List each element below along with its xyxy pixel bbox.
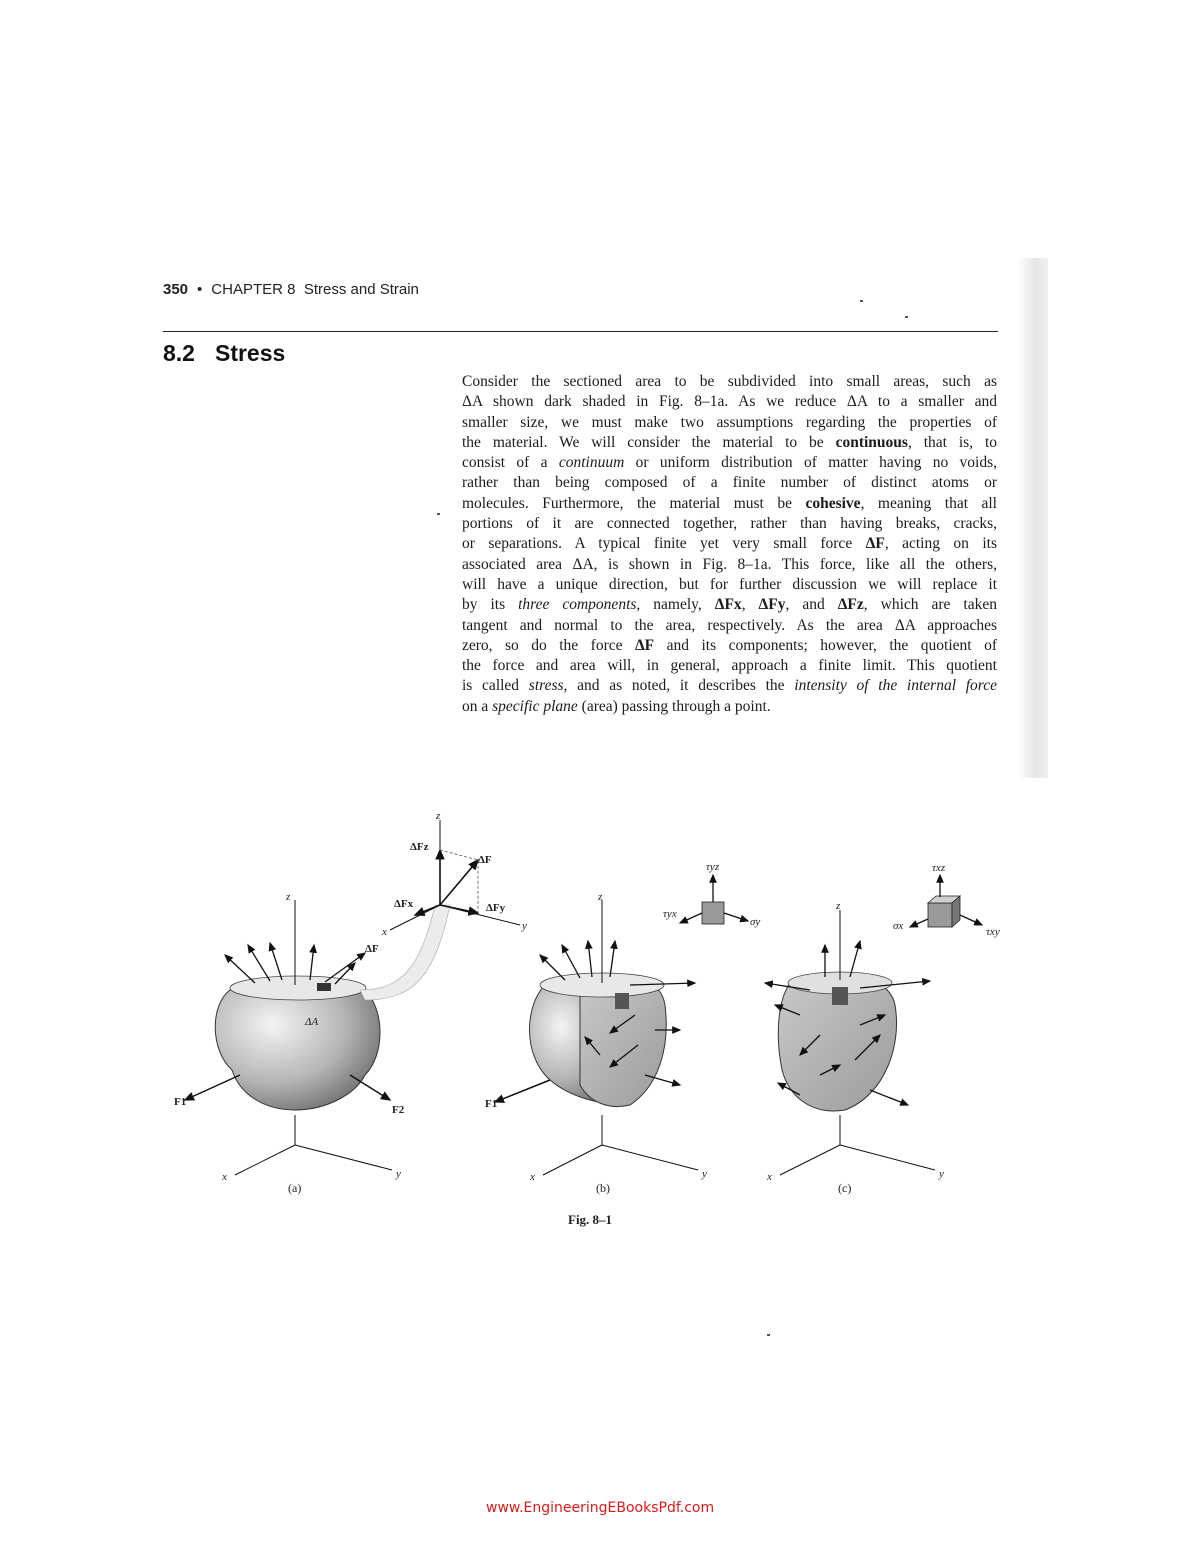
text-line: the force and area will, in general, approach a finite limit. This quotient	[462, 657, 997, 675]
scan-speck	[860, 300, 863, 302]
label-inset-x: x	[382, 926, 387, 938]
delta-a-patch	[317, 983, 331, 991]
text-line: consist of a continuum or uniform distribution of matter having no voids,	[462, 454, 997, 472]
section-number: 8.2	[163, 340, 195, 366]
italic-term: three components	[518, 596, 637, 614]
text-line: rather than being composed of a finite number of distinct atoms or	[462, 474, 997, 492]
origin-x-b	[543, 1145, 602, 1175]
bold-term: continuous	[835, 433, 908, 451]
figure-8-1	[160, 805, 1040, 1205]
origin-label-x-b: x	[530, 1171, 535, 1183]
label-tau-yz: τyz	[706, 861, 720, 873]
header-rule	[163, 331, 998, 332]
text-line: will have a unique direction, but for further discussion we will replace it	[462, 575, 997, 593]
italic-term: continuum	[558, 454, 625, 472]
label-tau-xz: τxz	[932, 862, 946, 874]
page-number: 350	[163, 281, 189, 298]
text-line: associated area ΔA, is shown in Fig. 8–1a. This force, like all the others,	[462, 555, 997, 573]
label-dfy: ΔFy	[486, 902, 506, 914]
element-c	[832, 987, 848, 1005]
label-tau-yx: τyx	[663, 908, 677, 920]
stress-element-b	[680, 875, 748, 924]
scan-speck	[437, 513, 440, 515]
chapter-title: Stress and Strain	[303, 281, 419, 298]
origin-label-y-a: y	[396, 1168, 401, 1180]
label-dfz: ΔFz	[410, 841, 429, 853]
label-inset-y: y	[522, 920, 527, 932]
bold-term: ΔFy	[758, 596, 786, 614]
origin-x-a	[235, 1145, 295, 1175]
text-line: tangent and normal to the area, respectively. As the area ΔA approaches	[462, 616, 997, 634]
origin-x-c	[780, 1145, 840, 1175]
text-line: on a specific plane (area) passing through a point.	[462, 697, 771, 715]
force-f1-a-arrow	[185, 1075, 240, 1100]
label-tau-xy: τxy	[986, 926, 1000, 938]
label-inset-z: z	[436, 810, 441, 822]
italic-term: stress	[528, 677, 564, 695]
label-f1-b: F1	[485, 1098, 498, 1110]
bold-term: cohesive	[805, 494, 861, 512]
origin-label-y-b: y	[702, 1168, 707, 1180]
watermark: www.EngineeringEBooksPdf.com	[486, 1500, 715, 1516]
origin-label-x-c: x	[767, 1171, 772, 1183]
panel-label-b: (b)	[596, 1181, 610, 1195]
label-df-inset: ΔF	[478, 854, 492, 866]
italic-term: specific plane	[492, 697, 578, 715]
force-f1-b-arrow	[495, 1080, 550, 1102]
label-sigma-y: σy	[750, 916, 761, 928]
text-line: portions of it are connected together, rather than having breaks, cracks,	[462, 515, 997, 533]
origin-label-x-a: x	[222, 1171, 227, 1183]
text-line: smaller size, we must make two assumptions regarding the properties of	[462, 413, 997, 431]
bold-term: ΔFz	[837, 596, 864, 614]
label-da-a: ΔA	[305, 1016, 319, 1028]
section-heading	[163, 340, 285, 367]
scan-speck	[767, 1334, 770, 1336]
bold-term: ΔFx	[714, 596, 742, 614]
panel-a	[174, 810, 527, 1195]
label-df-a: ΔF	[365, 943, 379, 955]
text-line: Consider the sectioned area to be subdivided into small areas, such as	[462, 373, 997, 390]
scan-edge-shadow	[1018, 258, 1048, 778]
stress-element-c	[910, 875, 982, 927]
element-b	[615, 993, 629, 1009]
label-f1-a: F1	[174, 1096, 187, 1108]
panel-label-a: (a)	[288, 1181, 302, 1195]
bold-term: ΔF	[865, 535, 885, 553]
origin-y-a	[295, 1145, 392, 1170]
label-z-a: z	[286, 891, 291, 903]
text-line: molecules. Furthermore, the material must be cohesive, meaning that all	[462, 494, 997, 512]
bold-term: ΔF	[634, 636, 655, 654]
label-z-b: z	[598, 891, 603, 903]
body-paragraph	[462, 372, 997, 717]
scan-speck	[905, 316, 908, 318]
origin-y-b	[602, 1145, 698, 1170]
section-title: Stress	[214, 340, 286, 366]
label-z-c: z	[836, 900, 841, 912]
origin-label-y-c: y	[939, 1168, 944, 1180]
chapter-label: CHAPTER 8	[211, 281, 296, 298]
panel-c	[765, 862, 1000, 1195]
label-dfx: ΔFx	[394, 898, 414, 910]
text-line: zero, so do the force ΔF and its components; however, the quotient of	[462, 636, 997, 654]
section-face-a	[230, 976, 366, 1000]
text-line: the material. We will consider the material to be continuous, that is, to	[462, 433, 997, 451]
text-line: or separations. A typical finite yet very small force ΔF, acting on its	[462, 535, 997, 553]
origin-y-c	[840, 1145, 935, 1170]
figure-caption: Fig. 8–1	[568, 1212, 613, 1227]
panel-label-c: (c)	[838, 1181, 852, 1195]
text-line: by its three components, namely, ΔFx, ΔFy, and ΔFz, which are taken	[462, 596, 997, 614]
panel-b	[485, 861, 760, 1195]
label-f2-a: F2	[392, 1104, 405, 1116]
text-line: ΔA shown dark shaded in Fig. 8–1a. As we reduce ΔA to a smaller and	[462, 393, 997, 411]
text-line: is called stress, and as noted, it describes the intensity of the internal force	[462, 677, 997, 695]
label-sigma-x: σx	[893, 920, 904, 932]
running-head	[163, 281, 419, 298]
italic-term: intensity of the internal force	[794, 677, 997, 695]
running-head-separator: •	[197, 281, 203, 298]
